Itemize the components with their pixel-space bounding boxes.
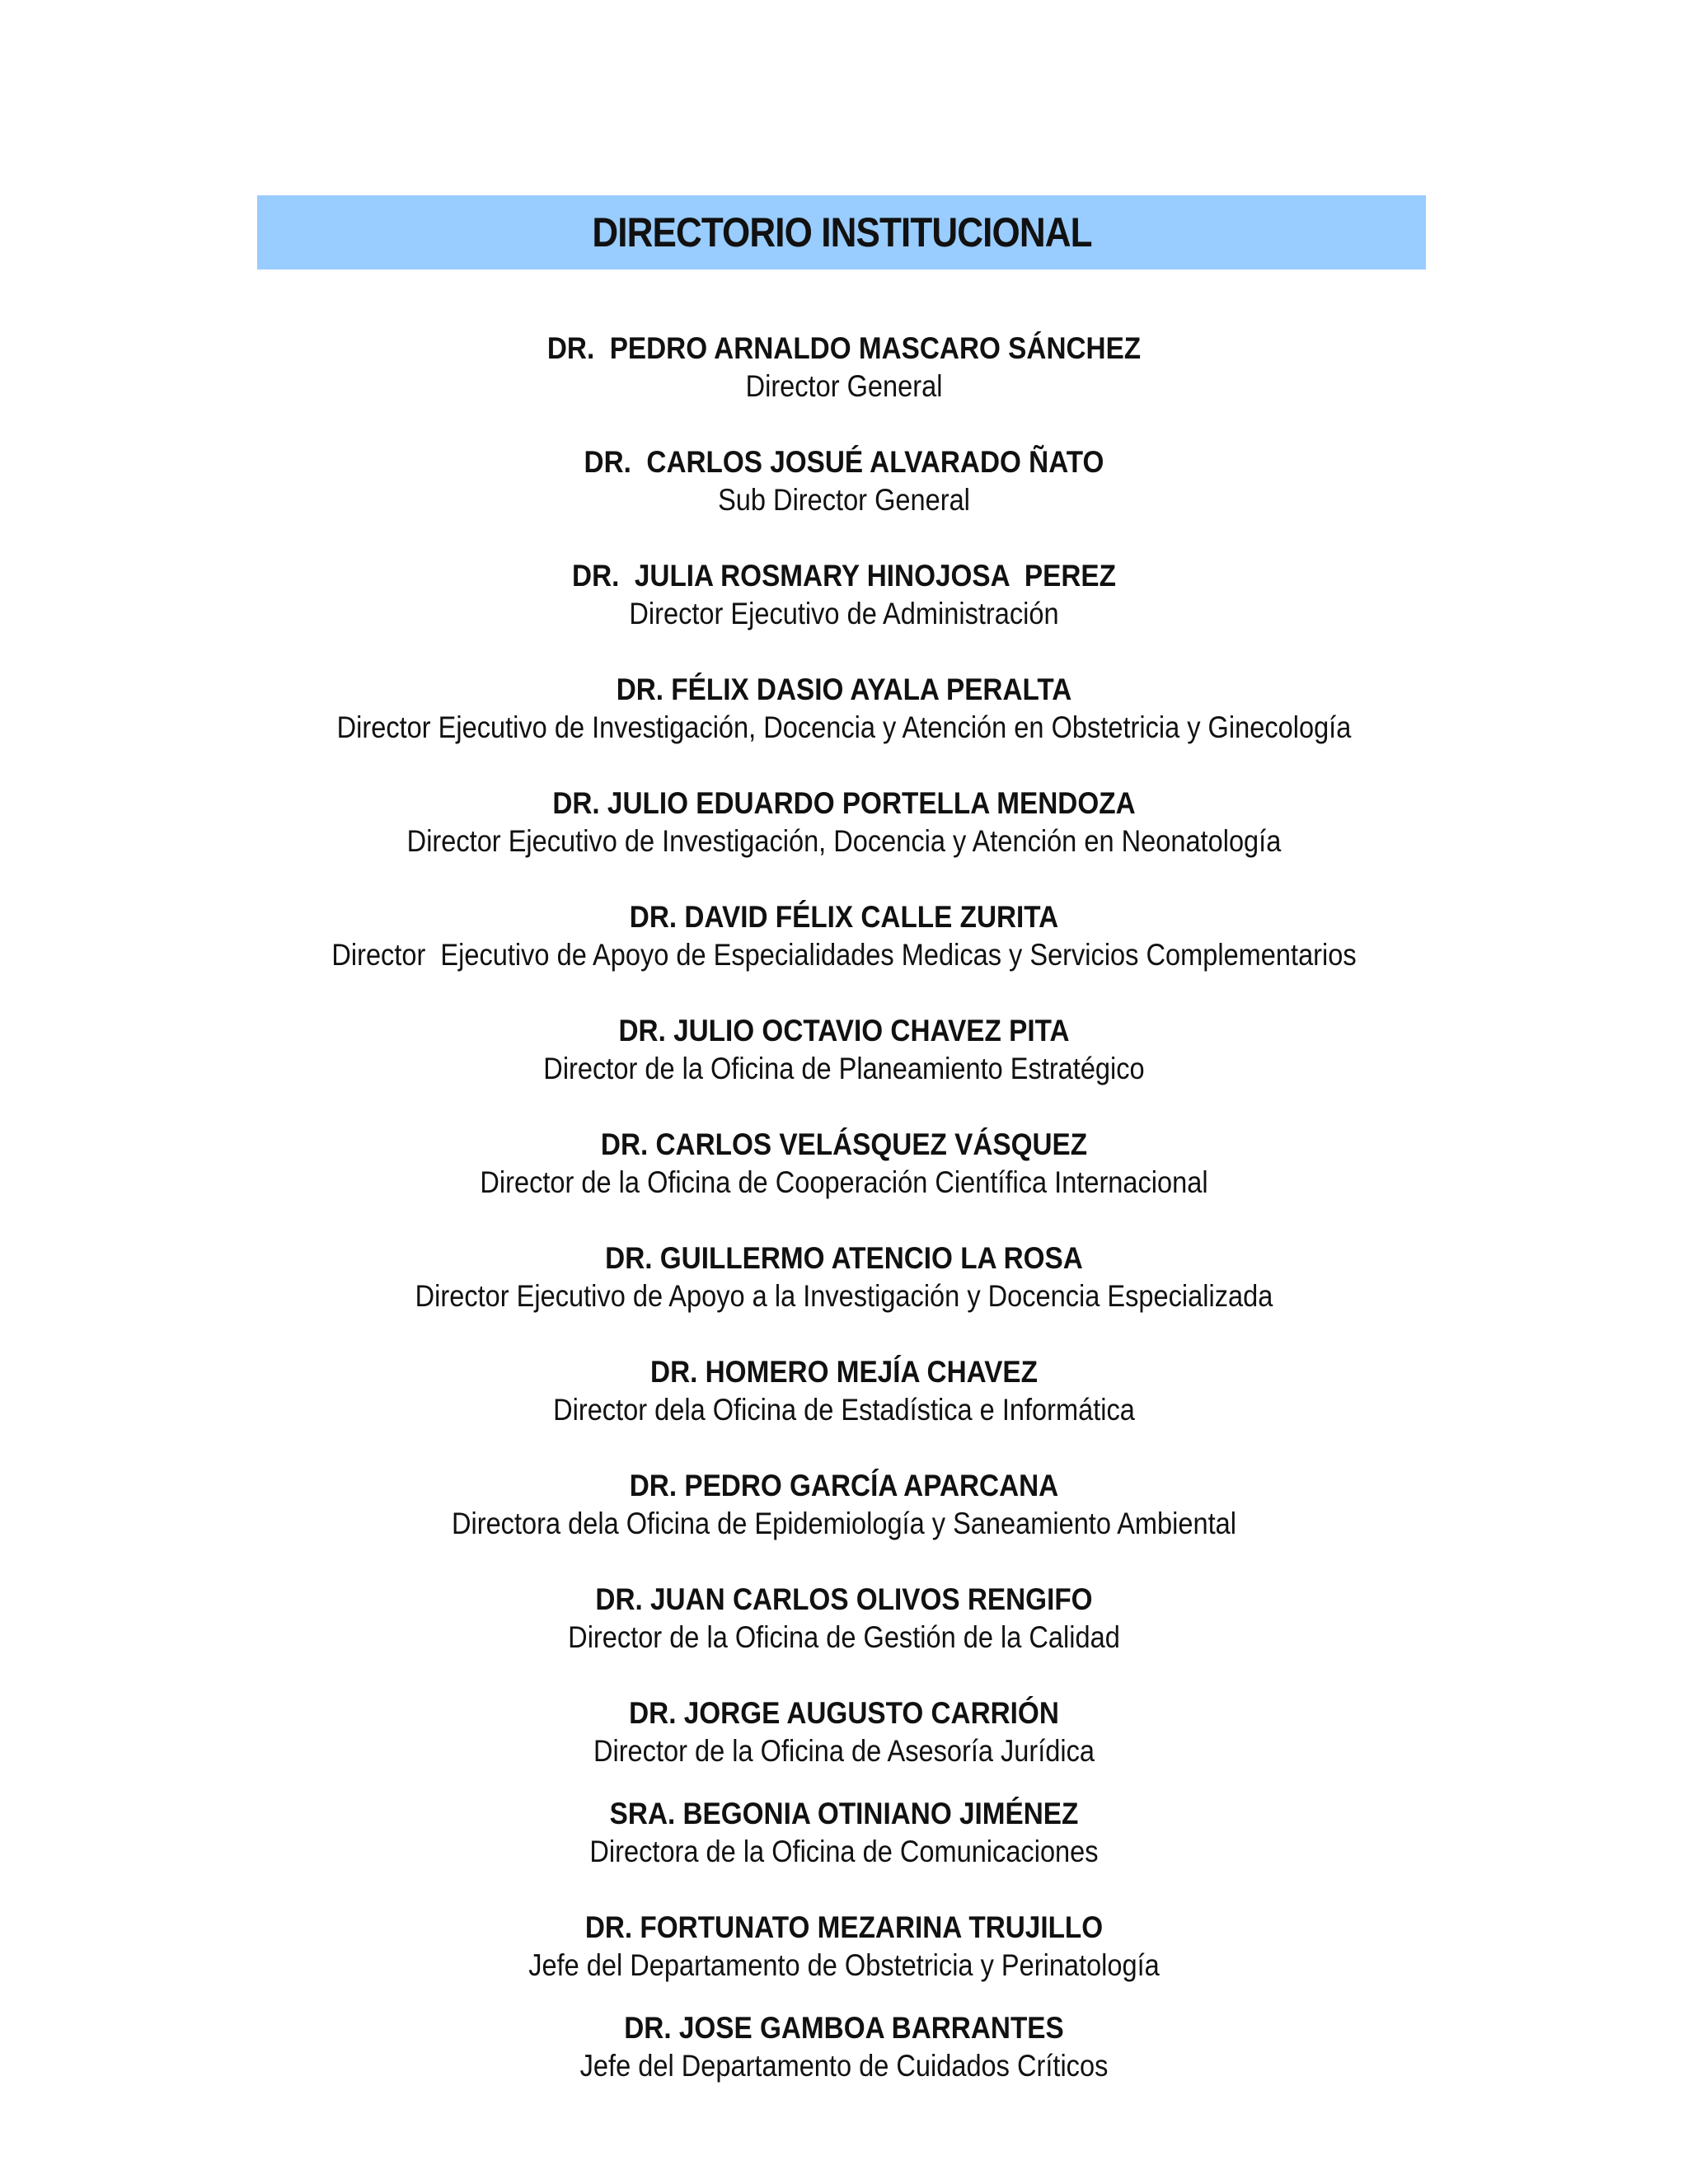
entry-name: DR. CARLOS JOSUÉ ALVARADO ÑATO bbox=[584, 445, 1104, 479]
directory-entry bbox=[0, 330, 1688, 405]
directory-entry bbox=[0, 1012, 1688, 1088]
directory-entry bbox=[0, 2009, 1688, 2085]
entry-role: Director Ejecutivo de Administración bbox=[629, 597, 1059, 630]
entry-role: Sub Director General bbox=[718, 483, 970, 517]
directory-entry bbox=[0, 671, 1688, 747]
directory-entry bbox=[0, 898, 1688, 974]
entry-role: Jefe del Departamento de Obstetricia y Perinatología bbox=[528, 1948, 1160, 1982]
entry-name: DR. PEDRO ARNALDO MASCARO SÁNCHEZ bbox=[546, 331, 1142, 365]
entry-role: Director de la Oficina de Cooperación Científica Internacional bbox=[480, 1165, 1208, 1199]
directory-entry bbox=[0, 1909, 1688, 1985]
entry-name: DR. DAVID FÉLIX CALLE ZURITA bbox=[629, 900, 1059, 934]
entry-name: DR. JOSE GAMBOA BARRANTES bbox=[624, 2011, 1064, 2045]
entry-role: Director de la Oficina de Asesoría Jurídica bbox=[593, 1734, 1095, 1768]
entry-name: DR. HOMERO MEJÍA CHAVEZ bbox=[650, 1355, 1038, 1389]
entry-name: DR. JULIO EDUARDO PORTELLA MENDOZA bbox=[552, 786, 1136, 820]
entry-name: DR. JORGE AUGUSTO CARRIÓN bbox=[629, 1696, 1059, 1730]
directory-entry bbox=[0, 1694, 1688, 1770]
entry-name: DR. GUILLERMO ATENCIO LA ROSA bbox=[605, 1241, 1083, 1275]
directory-entry bbox=[0, 1795, 1688, 1871]
entry-role: Director de la Oficina de Planeamiento Estratégico bbox=[543, 1052, 1145, 1085]
entry-name: DR. PEDRO GARCÍA APARCANA bbox=[629, 1469, 1059, 1502]
directory-entry bbox=[0, 1353, 1688, 1429]
directory-entry bbox=[0, 785, 1688, 860]
title-banner bbox=[257, 195, 1426, 269]
directory-entry bbox=[0, 1126, 1688, 1202]
entry-role: Director dela Oficina de Estadística e Informática bbox=[553, 1393, 1135, 1427]
entry-role: Director de la Oficina de Gestión de la Calidad bbox=[568, 1620, 1120, 1654]
entry-role: Director Ejecutivo de Apoyo a la Investigación y Docencia Especializada bbox=[415, 1279, 1273, 1313]
directory-entry bbox=[0, 1467, 1688, 1543]
entry-role: Jefe del Departamento de Cuidados Críticos bbox=[579, 2049, 1109, 2083]
entry-name: DR. FORTUNATO MEZARINA TRUJILLO bbox=[584, 1910, 1104, 1944]
entry-role: Director General bbox=[745, 369, 943, 403]
entry-name: DR. JUAN CARLOS OLIVOS RENGIFO bbox=[595, 1582, 1093, 1616]
entry-role: Directora de la Oficina de Comunicaciones bbox=[589, 1835, 1099, 1868]
entry-name: DR. FÉLIX DASIO AYALA PERALTA bbox=[616, 673, 1072, 706]
directory-entry bbox=[0, 443, 1688, 519]
directory-entry bbox=[0, 1581, 1688, 1657]
entry-name: DR. CARLOS VELÁSQUEZ VÁSQUEZ bbox=[600, 1127, 1088, 1161]
directory-entry bbox=[0, 1240, 1688, 1315]
directory-entry bbox=[0, 557, 1688, 633]
entry-role: Director Ejecutivo de Investigación, Docencia y Atención en Obstetricia y Ginecología bbox=[336, 710, 1352, 744]
entry-name: DR. JULIO OCTAVIO CHAVEZ PITA bbox=[618, 1014, 1070, 1047]
entry-role: Director Ejecutivo de Investigación, Docencia y Atención en Neonatología bbox=[406, 824, 1282, 858]
entry-role: Director Ejecutivo de Apoyo de Especialidades Medicas y Servicios Complementarios bbox=[331, 938, 1357, 972]
entry-role: Directora dela Oficina de Epidemiología y Saneamiento Ambiental bbox=[451, 1507, 1237, 1540]
entry-name: DR. JULIA ROSMARY HINOJOSA PEREZ bbox=[572, 559, 1116, 593]
page-title: DIRECTORIO INSTITUCIONAL bbox=[591, 209, 1092, 255]
entry-name: SRA. BEGONIA OTINIANO JIMÉNEZ bbox=[609, 1797, 1079, 1830]
